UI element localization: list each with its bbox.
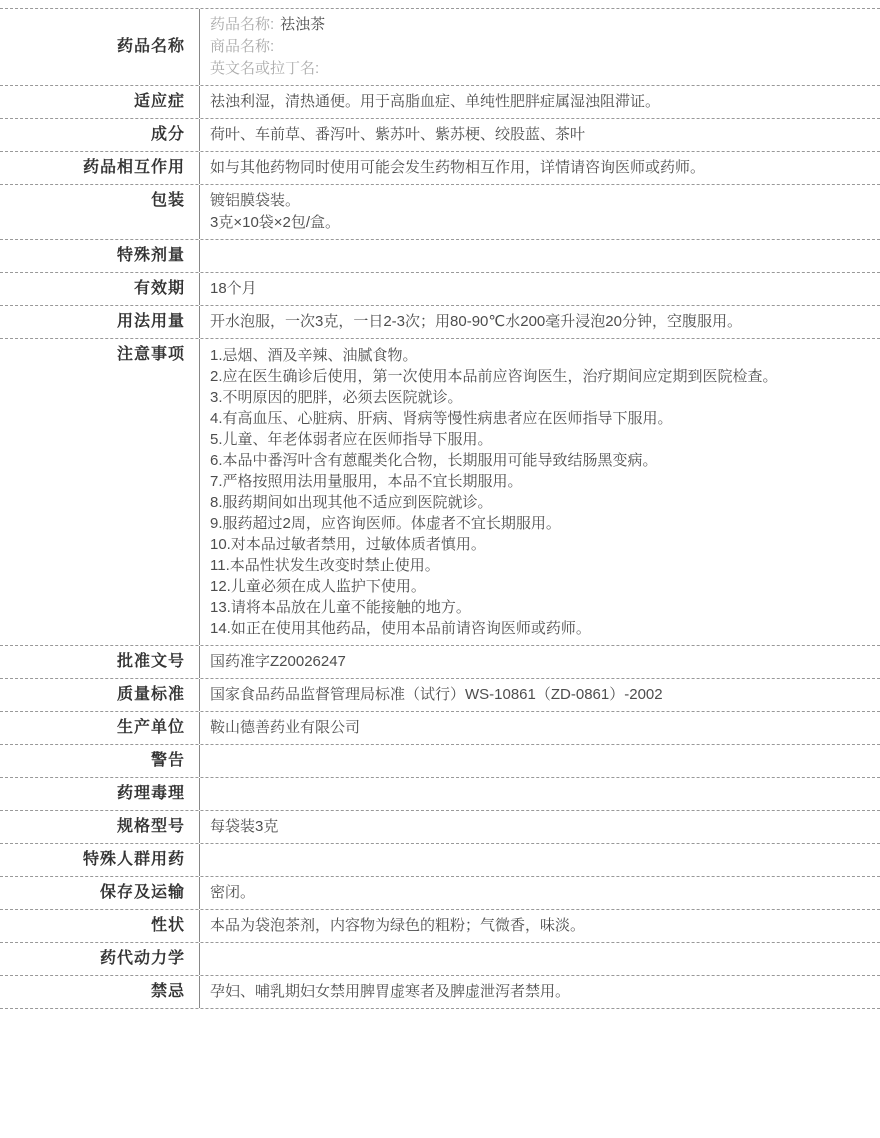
row-value-dosage-usage: 开水泡服，一次3克，一日2-3次；用80-90℃水200毫升浸泡20分钟，空腹服用。	[210, 313, 742, 330]
row-label-text: 保存及运输	[99, 884, 185, 901]
precaution-item: 7.严格按照用法用量服用，本品不宜长期服用。	[210, 473, 523, 490]
row-value-special-populations	[200, 844, 880, 876]
table-row-storage-transport	[0, 877, 880, 910]
table-row-special-populations	[0, 844, 880, 877]
row-value-precautions	[200, 339, 880, 645]
table-row-properties	[0, 910, 880, 943]
row-label-manufacturer	[0, 712, 200, 744]
table-row-manufacturer	[0, 712, 880, 745]
row-value-shelf-life: 18个月	[210, 280, 257, 297]
row-value-packaging	[200, 185, 880, 239]
precaution-item: 8.服药期间如出现其他不适应到医院就诊。	[210, 494, 493, 511]
table-row-indications	[0, 86, 880, 119]
row-label-storage-transport	[0, 877, 200, 909]
row-value-contraindications: 孕妇、哺乳期妇女禁用脾胃虚寒者及脾虚泄泻者禁用。	[210, 983, 571, 1000]
row-label-packaging	[0, 185, 200, 239]
table-row-warnings	[0, 745, 880, 778]
drug-name-field	[210, 14, 868, 36]
table-row-packaging	[0, 185, 880, 240]
row-label-text: 药代动力学	[99, 950, 185, 967]
row-value-manufacturer: 鞍山德善药业有限公司	[210, 719, 361, 736]
field-value	[274, 38, 280, 55]
table-row-drug-name	[0, 9, 880, 86]
row-label-dosage-usage	[0, 306, 200, 338]
row-label-drug-name	[0, 9, 200, 85]
table-row-shelf-life	[0, 273, 880, 306]
row-label-drug-interactions	[0, 152, 200, 184]
row-label-text: 药品名称	[116, 38, 185, 55]
precaution-item: 11.本品性状发生改变时禁止使用。	[210, 557, 440, 574]
row-label-shelf-life	[0, 273, 200, 305]
row-label-warnings	[0, 745, 200, 777]
row-label-text: 批准文号	[116, 653, 185, 670]
row-value-ingredients: 荷叶、车前草、番泻叶、紫苏叶、紫苏梗、绞股蓝、茶叶	[210, 126, 586, 143]
row-value-approval-number: 国药准字Z20026247	[210, 653, 346, 670]
row-label-contraindications	[0, 976, 200, 1008]
precaution-item: 13.请将本品放在儿童不能接触的地方。	[210, 599, 471, 616]
row-label-text: 用法用量	[116, 313, 185, 330]
field-value: 祛浊茶	[280, 16, 326, 33]
row-label-text: 药品相互作用	[82, 159, 185, 176]
row-value-warnings	[200, 745, 880, 777]
table-row-specification	[0, 811, 880, 844]
drug-info-table	[0, 8, 880, 1009]
row-label-text: 禁忌	[150, 983, 185, 1000]
field-name-label: 药品名称:	[210, 16, 275, 33]
row-label-pharmacokinetics	[0, 943, 200, 975]
table-row-pharmacokinetics	[0, 943, 880, 976]
row-label-special-populations	[0, 844, 200, 876]
row-label-text: 注意事项	[116, 346, 185, 363]
row-value-specification: 每袋装3克	[210, 818, 279, 835]
table-row-dosage-usage	[0, 306, 880, 339]
row-label-text: 生产单位	[116, 719, 185, 736]
precaution-item: 12.儿童必须在成人监护下使用。	[210, 578, 426, 595]
row-label-text: 药理毒理	[116, 785, 185, 802]
precaution-item: 14.如正在使用其他药品，使用本品前请咨询医师或药师。	[210, 620, 591, 637]
row-label-text: 适应症	[133, 93, 185, 110]
latin-name-field	[210, 58, 868, 80]
precaution-item: 10.对本品过敏者禁用，过敏体质者慎用。	[210, 536, 486, 553]
table-row-quality-standard	[0, 679, 880, 712]
table-row-approval-number	[0, 646, 880, 679]
row-label-text: 成分	[150, 126, 185, 143]
row-value-indications: 祛浊利湿，清热通便。用于高脂血症、单纯性肥胖症属湿浊阻滞证。	[210, 93, 661, 110]
row-label-indications	[0, 86, 200, 118]
precaution-item: 4.有高血压、心脏病、肝病、肾病等慢性病患者应在医师指导下服用。	[210, 410, 673, 427]
row-label-text: 包装	[150, 192, 185, 209]
row-value-properties: 本品为袋泡茶剂，内容物为绿色的粗粉；气微香，味淡。	[210, 917, 586, 934]
row-label-precautions	[0, 339, 200, 645]
row-value-drug-interactions: 如与其他药物同时使用可能会发生药物相互作用，详情请咨询医师或药师。	[210, 159, 706, 176]
row-label-text: 规格型号	[116, 818, 185, 835]
packaging-line: 3克×10袋×2包/盒。	[210, 214, 341, 231]
field-name-label: 商品名称:	[210, 38, 275, 55]
precaution-item: 6.本品中番泻叶含有蒽醌类化合物，长期服用可能导致结肠黑变病。	[210, 452, 658, 469]
row-value-pharmacology-toxicology	[200, 778, 880, 810]
table-row-contraindications	[0, 976, 880, 1009]
precaution-item: 5.儿童、年老体弱者应在医师指导下服用。	[210, 431, 493, 448]
field-name-label: 英文名或拉丁名:	[210, 60, 320, 77]
row-value-quality-standard: 国家食品药品监督管理局标准（试行）WS-10861（ZD-0861）-2002	[210, 686, 663, 703]
row-label-pharmacology-toxicology	[0, 778, 200, 810]
table-row-drug-interactions	[0, 152, 880, 185]
table-row-pharmacology-toxicology	[0, 778, 880, 811]
row-label-text: 质量标准	[116, 686, 185, 703]
row-label-special-dosage	[0, 240, 200, 272]
trade-name-field	[210, 36, 868, 58]
field-value	[319, 60, 325, 77]
precaution-item: 9.服药超过2周，应咨询医师。体虚者不宜长期服用。	[210, 515, 561, 532]
packaging-line: 镀铝膜袋装。	[210, 192, 301, 209]
row-label-text: 特殊剂量	[116, 247, 185, 264]
precaution-item: 1.忌烟、酒及辛辣、油腻食物。	[210, 347, 418, 364]
table-row-special-dosage	[0, 240, 880, 273]
row-label-quality-standard	[0, 679, 200, 711]
precaution-item: 3.不明原因的肥胖，必须去医院就诊。	[210, 389, 463, 406]
row-label-text: 警告	[150, 752, 185, 769]
precaution-item: 2.应在医生确诊后使用，第一次使用本品前应咨询医生，治疗期间应定期到医院检查。	[210, 368, 778, 385]
table-row-ingredients	[0, 119, 880, 152]
table-row-precautions	[0, 339, 880, 646]
row-label-properties	[0, 910, 200, 942]
row-label-ingredients	[0, 119, 200, 151]
row-value-pharmacokinetics	[200, 943, 880, 975]
row-label-text: 特殊人群用药	[82, 851, 185, 868]
row-value-drug-name	[200, 9, 880, 85]
row-label-text: 有效期	[133, 280, 185, 297]
row-label-specification	[0, 811, 200, 843]
row-value-special-dosage	[200, 240, 880, 272]
row-label-text: 性状	[150, 917, 185, 934]
row-label-approval-number	[0, 646, 200, 678]
row-value-storage-transport: 密闭。	[210, 884, 256, 901]
